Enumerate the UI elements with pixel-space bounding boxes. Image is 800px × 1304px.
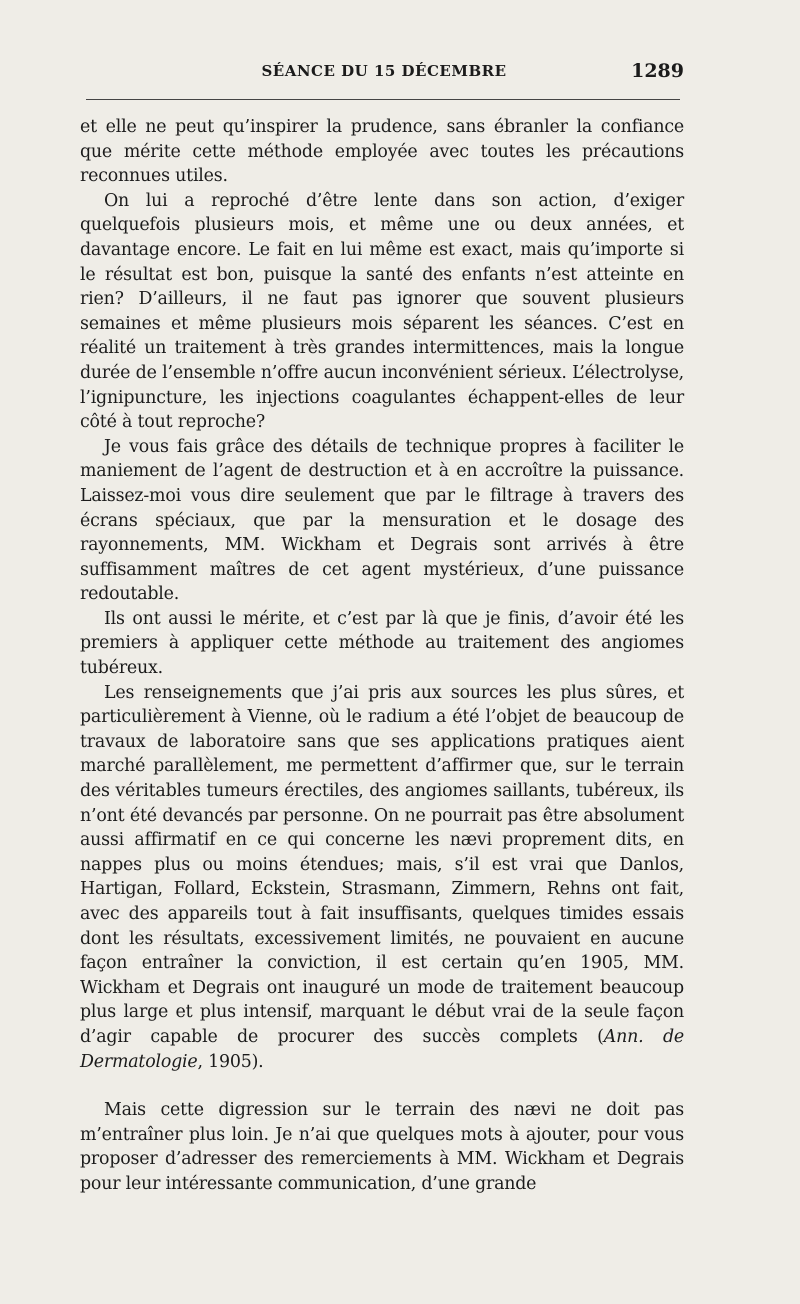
- paragraph-3: Je vous fais grâce des détails de technique propres à faciliter le maniement de l’agent de destruction et à en accroître la puissance. Laissez-moi vous dire seulement que par le filtrage à travers des écrans spéciaux, que par la mensuration et le dosage des rayonnements, MM. Wickham et Degrais sont arrivés à être suffisamment maîtres de cet agent mystérieux, d’une puissance redoutable.: [80, 436, 684, 605]
- body-text: [80, 115, 684, 1197]
- running-head: SÉANCE DU 15 DÉCEMBRE: [261, 62, 507, 80]
- citation-journal: Ann. de Dermatologie: [80, 1026, 684, 1072]
- paragraph-5-text: Les renseignements que j’ai pris aux sources les plus sûres, et particulièrement à Vienne, où le radium a été l’objet de beaucoup de travaux de laboratoire sans que ses applications pratiques aient marché parallèlement, me permettent d’affirmer que, sur le terrain des véritables tumeurs érectiles, des angiomes saillants, tubéreux, ils n’ont été devancés par personne. On ne pourrait pas être absolument aussi affirmatif en ce qui concerne les nævi proprement dits, en nappes plus ou moins étendues; mais, s’il est vrai que Danlos, Hartigan, Follard, Eckstein, Strasmann, Zimmern, Rehns ont fait, avec des appareils tout à fait insuffisants, quelques timides essais dont les résultats, excessivement limités, ne pouvaient en aucune façon entraîner la conviction, il est certain qu’en 1905, MM. Wickham et Degrais ont inauguré un mode de traitement beaucoup plus large et plus intensif, marquant le début vrai de la seule façon d’agir capable de procurer des succès complets: [80, 682, 684, 1047]
- paragraph-1: et elle ne peut qu’inspirer la prudence, sans ébranler la confiance que mérite cette méthode employée avec toutes les précautions reconnues utiles.: [80, 117, 684, 187]
- citation-year: , 1905).: [197, 1051, 264, 1072]
- paragraph-5: [80, 681, 684, 1075]
- page-number: 1289: [631, 60, 684, 82]
- citation-open: (: [597, 1026, 604, 1047]
- header-rule: [86, 99, 680, 100]
- paragraph-6: Mais cette digression sur le terrain des nævi ne doit pas m’entraîner plus loin. Je n’ai que quelques mots à ajouter, pour vous proposer d’adresser des remerciements à MM. Wickham et Degrais pour leur intéressante communication, d’une grande: [80, 1100, 684, 1194]
- paragraph-2: On lui a reproché d’être lente dans son action, d’exiger quelquefois plusieurs mois, et même une ou deux années, et davantage encore. Le fait en lui même est exact, mais qu’importe si le résultat est bon, puisque la santé des enfants n’est atteinte en rien? D’ailleurs, il ne faut pas ignorer que souvent plusieurs semaines et même plusieurs mois séparent les séances. C’est en réalité un traitement à très grandes intermittences, mais la longue durée de l’ensemble n’offre aucun inconvénient sérieux. L’électrolyse, l’ignipuncture, les injections coagulantes échappent-elles de leur côté à tout reproche?: [80, 190, 684, 433]
- page-header: [84, 58, 684, 84]
- paragraph-4: Ils ont aussi le mérite, et c’est par là que je finis, d’avoir été les premiers à appliquer cette méthode au traitement des angiomes tubéreux.: [80, 608, 684, 679]
